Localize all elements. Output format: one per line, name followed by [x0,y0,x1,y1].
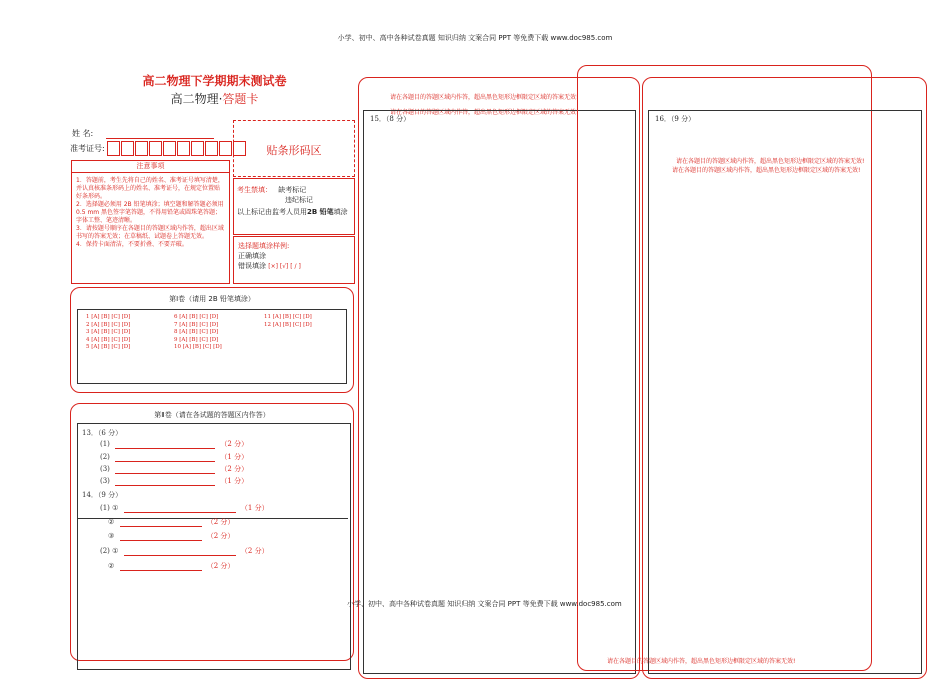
status-note-prefix: 以上标记由监考人员用 [237,208,307,216]
mcq-item[interactable]: 7 [A] [B] [C] [D] [174,321,219,328]
status-note-suffix: 填涂 [333,208,348,216]
notice-item-1: 1．答题前，考生先将自己的姓名、准考证号填写清楚，并认真核准条形码上的姓名、准考证号，在规定位置贴好条形码。 [76,177,224,200]
answer-blank[interactable] [124,547,236,556]
notice-box [71,160,230,284]
mcq-item[interactable]: 5 [A] [B] [C] [D] [86,344,131,351]
mcq-item[interactable]: 4 [A] [B] [C] [D] [86,336,131,343]
q16-label: 16．（9 分） [655,115,696,123]
id-label: 准考证号: [70,144,105,153]
name-label: 姓 名: [72,129,94,138]
q13-row-3: (3) （2 分） [100,465,249,473]
mcq-item[interactable]: 12 [A] [B] [C] [D] [264,321,312,328]
sample-correct: 正确填涂 [238,252,266,260]
mcq-item[interactable]: 10 [A] [B] [C] [D] [174,344,222,351]
page-title: 高二物理下学期期末测试卷 [142,74,287,88]
q14-row-2: ② （2 分） [108,518,235,526]
mcq-item[interactable]: 3 [A] [B] [C] [D] [86,329,131,336]
answer-blank[interactable] [124,504,236,513]
status-note [237,207,351,217]
q14-row-1: (1) ① （1 分） [100,504,269,512]
sample-wrong-label: 错误填涂 [238,262,266,270]
mcq-item[interactable]: 11 [A] [B] [C] [D] [264,314,312,320]
sample-title: 选择题填涂样例: [238,242,290,250]
answer-warning: 请在各题目的答题区域内作答，超出黑色矩形边框限定区域的答案无效! [390,109,579,116]
id-boxes[interactable] [107,144,247,153]
q13-row-4: (3) （1 分） [100,477,249,485]
answer-warning: 请在各题目的答题区域内作答，超出黑色矩形边框限定区域的答案无效! [672,167,861,174]
part1-grid [77,309,347,384]
answer-blank[interactable] [120,532,202,541]
id-row [70,141,247,156]
part2-title: 第Ⅱ卷（请在各试题的答题区内作答） [154,411,270,419]
sample-wrong-marks: [×] [√] [ / ] [268,263,301,270]
q14-label: 14．（9 分） [82,491,123,499]
answer-blank[interactable] [115,440,215,449]
part1-title: 第Ⅰ卷（请用 2B 铅笔填涂） [169,295,255,303]
subtitle-prefix: 高二物理· [170,92,223,106]
mcq-column-1 [86,314,130,352]
answer-blank[interactable] [115,465,215,474]
mcq-item[interactable]: 2 [A] [B] [C] [D] [86,321,131,328]
answer-blank[interactable] [120,562,202,571]
q15-label: 15．（8 分） [370,115,411,123]
mcq-item[interactable]: 8 [A] [B] [C] [D] [174,329,219,336]
mcq-column-2 [174,314,222,352]
q16-answer-area[interactable] [648,110,922,674]
q14-row-4: (2) ① （2 分） [100,547,269,555]
answer-warning: 请在各题目的答题区域内作答，超出黑色矩形边框限定区域的答案无效! [676,158,865,165]
sample-box [233,236,355,284]
footer-watermark: 小学、初中、高中各种试卷真题 知识归纳 文案合同 PPT 等免费下载 www.doc985.com [347,600,622,608]
notice-title: 注意事项 [72,161,229,173]
name-row [72,128,214,139]
barcode-label: 贴条形码区 [266,144,322,157]
header-watermark: 小学、初中、高中各种试卷真题 知识归纳 文案合同 PPT 等免费下载 www.doc985.com [337,34,613,42]
notice-list [72,173,229,249]
answer-blank[interactable] [115,453,215,462]
subtitle-highlight: 答题卡 [222,92,259,106]
mcq-item[interactable]: 6 [A] [B] [C] [D] [174,314,219,320]
status-label: 考生禁填： [237,186,272,194]
name-field[interactable] [106,129,214,139]
answer-blank[interactable] [115,477,215,486]
q13-row-2: (2) （1 分） [100,453,249,461]
mcq-item[interactable]: 9 [A] [B] [C] [D] [174,336,219,343]
notice-item-4: 4．保持卡面清洁，不要折叠、不要弄破。 [76,241,188,248]
absent-mark[interactable]: 缺考标记 [278,186,307,194]
answer-warning: 请在各题目的答题区域内作答，超出黑色矩形边框限定区域的答案无效! [607,658,796,665]
q13-row-1: (1) （2 分） [100,440,249,448]
answer-blank[interactable] [120,518,202,527]
card-subtitle [72,90,357,107]
notice-item-2: 2．选择题必须用 2B 铅笔填涂；填空题和解答题必须用 0.5 mm 黑色签字笔答题，不得用铅笔或圆珠笔答题；字体工整、笔迹清晰。 [76,201,224,224]
status-box [233,178,355,235]
status-note-bold: 2B 铅笔 [307,208,334,216]
answer-warning: 请在各题目的答题区域内作答，超出黑色矩形边框限定区域的答案无效! [390,94,579,101]
notice-item-3: 3．请按题号顺序在各题目的答题区域内作答，超出区域书写的答案无效；在草稿纸、试题卷上答题无效。 [76,225,224,240]
q13-label: 13．（6 分） [82,429,123,437]
part1-section [70,287,354,393]
mcq-item[interactable]: 1 [A] [B] [C] [D] [86,314,131,320]
q14-row-5: ② （2 分） [108,562,235,570]
mcq-column-3 [264,314,312,329]
q14-row-3: ③ （2 分） [108,532,235,540]
barcode-area [233,120,355,177]
violation-mark[interactable]: 违纪标记 [285,196,313,204]
